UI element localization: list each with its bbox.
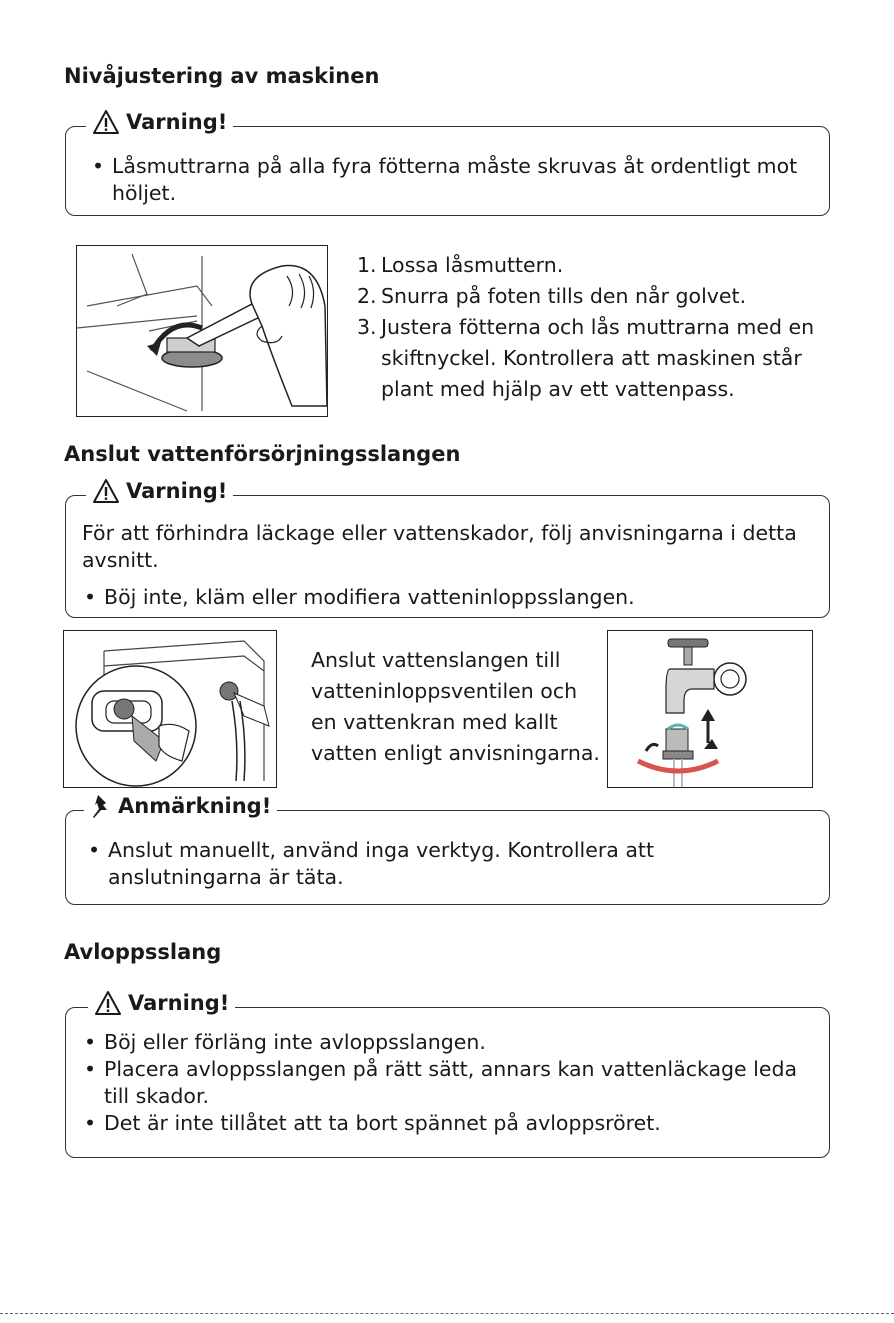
- warning-legend: [88, 990, 235, 1016]
- section-title-leveling: Nivåjustering av maskinen: [64, 64, 380, 88]
- warning-list: [82, 1029, 812, 1137]
- note-item: • Anslut manuellt, använd inga verktyg. Kontrollera att anslutningarna är täta.: [86, 837, 748, 891]
- note-label: Anmärkning!: [118, 794, 272, 818]
- inlet-instruction: Anslut vattenslangen till vatteninloppsventilen och en vattenkran med kallt vatten enligt anvisningarna.: [311, 648, 600, 765]
- warning-box-drain-hose: [65, 991, 830, 1158]
- warning-legend: [86, 109, 233, 135]
- warning-triangle-icon: [92, 109, 120, 135]
- warning-item: • Böj eller förläng inte avloppsslangen.: [82, 1029, 812, 1056]
- tap-connection-illustration: [607, 630, 813, 788]
- warning-item: • Låsmuttrarna på alla fyra fötterna måste skruvas åt ordentligt mot höljet.: [90, 153, 832, 207]
- leveling-steps: [357, 250, 827, 405]
- warning-item: • Placera avloppsslangen på rätt sätt, annars kan vattenläckage leda till skador.: [82, 1056, 804, 1110]
- warning-label: Varning!: [128, 991, 230, 1015]
- step-item: 2. Snurra på foten tills den når golvet.: [357, 284, 747, 308]
- warning-box-leveling: [65, 110, 830, 216]
- warning-triangle-icon: [94, 990, 122, 1016]
- step-item: 1. Lossa låsmuttern.: [357, 253, 564, 277]
- warning-label: Varning!: [126, 479, 228, 503]
- page-cut-line: [0, 1313, 894, 1314]
- warning-item: • Böj inte, kläm eller modifiera vatteninloppsslangen.: [82, 584, 824, 611]
- pushpin-icon: [90, 793, 112, 819]
- step-item: 3. Justera fötterna och lås muttrarna med en skiftnyckel. Kontrollera att maskinen står plant med hjälp av ett vattenpass.: [357, 315, 815, 401]
- section-title-drain-hose: Avloppsslang: [64, 940, 222, 964]
- note-box-water-supply: [65, 794, 830, 905]
- section-title-water-supply: Anslut vattenförsörjningsslangen: [64, 442, 461, 466]
- warning-legend: [86, 478, 233, 504]
- warning-triangle-icon: [92, 478, 120, 504]
- warning-box-water-supply: [65, 479, 830, 618]
- warning-label: Varning!: [126, 110, 228, 134]
- leveling-illustration: [76, 245, 328, 417]
- warning-intro: För att förhindra läckage eller vattenskador, följ anvisningarna i detta avsnitt.: [82, 521, 797, 572]
- warning-item: • Det är inte tillåtet att ta bort spännet på avloppsröret.: [82, 1110, 812, 1137]
- inlet-connection-illustration: [63, 630, 277, 788]
- note-legend: [84, 793, 277, 819]
